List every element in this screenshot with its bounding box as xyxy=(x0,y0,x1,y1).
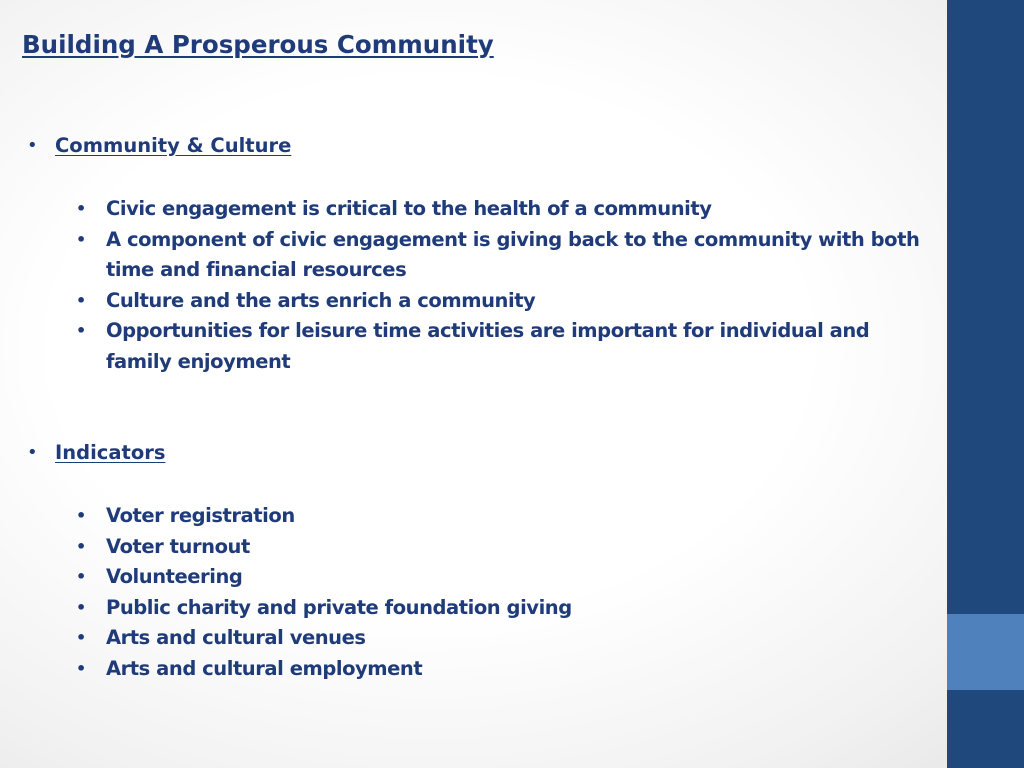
bullet-icon: • xyxy=(76,321,86,341)
section-heading-row xyxy=(0,441,947,471)
list-item-text: Public charity and private foundation giving xyxy=(106,595,572,619)
bullet-icon: • xyxy=(76,628,86,648)
list-item-text: A component of civic engagement is giving back to the community with both time and financial resources xyxy=(106,227,920,282)
list-item-text: Civic engagement is critical to the health of a community xyxy=(106,197,712,220)
list-item-text: Culture and the arts enrich a community xyxy=(106,288,536,312)
bullet-icon: • xyxy=(76,506,86,525)
section-heading: Indicators xyxy=(55,441,166,464)
bullet-icon: • xyxy=(76,567,86,587)
list-item xyxy=(0,194,926,225)
section-heading: Community & Culture xyxy=(55,134,292,157)
list-item xyxy=(0,593,926,624)
bullet-icon: • xyxy=(27,135,38,156)
list-item-text: Arts and cultural venues xyxy=(106,626,366,650)
sidebar-accent-block xyxy=(947,614,1024,690)
section-item-list xyxy=(0,194,926,378)
bullet-icon: • xyxy=(76,597,86,617)
section-community-culture xyxy=(0,134,947,373)
list-item xyxy=(0,316,926,377)
bullet-icon: • xyxy=(76,229,86,249)
list-item-text: Voter turnout xyxy=(106,534,250,558)
bullet-icon: • xyxy=(76,658,86,678)
list-item xyxy=(0,654,926,685)
section-item-list xyxy=(0,501,926,685)
bullet-icon: • xyxy=(76,536,86,556)
section-heading-row xyxy=(0,134,947,164)
list-item-text: Arts and cultural employment xyxy=(106,656,423,680)
list-item xyxy=(0,225,926,286)
list-item-text: Voter registration xyxy=(106,504,295,527)
section-indicators xyxy=(0,441,947,680)
list-item-text: Opportunities for leisure time activities are important for individual and family enjoyment xyxy=(106,319,870,373)
bullet-icon: • xyxy=(27,442,38,463)
list-item xyxy=(0,532,926,563)
list-item xyxy=(0,623,926,654)
list-item xyxy=(0,562,926,593)
bullet-icon: • xyxy=(76,290,86,310)
slide-title: Building A Prosperous Community xyxy=(22,30,494,59)
list-item xyxy=(0,501,926,532)
list-item xyxy=(0,286,926,317)
bullet-icon: • xyxy=(76,199,86,218)
list-item-text: Volunteering xyxy=(106,565,243,589)
